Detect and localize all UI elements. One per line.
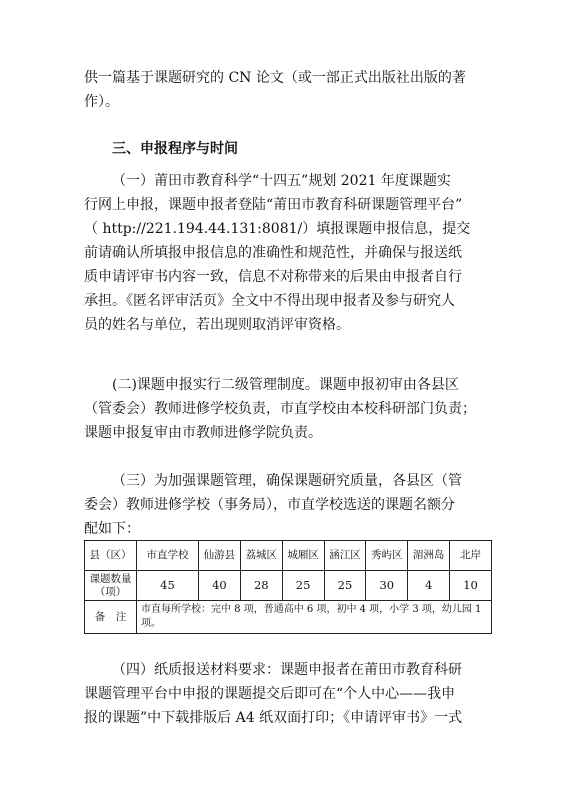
text-line: 配如下： — [84, 521, 140, 537]
text-line: 课题管理平台中申报的课题提交后即可在“个人中心——我申 — [84, 686, 456, 702]
text-line: （管委会）教师进修学校负责，市直学校由本校科研部门负责； — [84, 401, 476, 417]
text-line: 质申请评审书内容一致，信息不对称带来的后果由申报者自行 — [84, 269, 462, 285]
table-column-header: 仙游县 — [199, 541, 241, 571]
table-column-header: 荔城区 — [240, 541, 282, 571]
table-note-row — [85, 601, 492, 634]
quota-table — [84, 540, 492, 634]
table-cell: 25 — [282, 571, 324, 601]
table-note-text: 市直每所学校：完中 8 项，普通高中 6 项，初中 4 项，小学 3 项，幼儿园 1 项。 — [137, 601, 492, 634]
text-line: 前请确认所填报申报信息的准确性和规范性，并确保与报送纸 — [84, 245, 462, 261]
table-cell: 25 — [324, 571, 366, 601]
table-cell: 4 — [408, 571, 450, 601]
table-cell: 45 — [137, 571, 199, 601]
table-cell: 30 — [366, 571, 408, 601]
section-heading: 三、申报程序与时间 — [112, 141, 238, 157]
text-line: 承担。《匿名评审活页》全文中不得出现申报者及参与研究人 — [84, 293, 455, 309]
table-column-header: 秀屿区 — [366, 541, 408, 571]
intro-paragraph — [84, 66, 492, 114]
text-line: （四）纸质报送材料要求：课题申报者在莆田市教育科研 — [112, 662, 462, 678]
table-cell: 10 — [450, 571, 492, 601]
text-line: 作）。 — [84, 94, 119, 110]
text-line: 供一篇基于课题研究的 CN 论文（或一部正式出版社出版的著 — [84, 70, 466, 86]
text-line: 课题申报复审由市教师进修学院负责。 — [84, 425, 322, 441]
table-column-header: 湄洲岛 — [408, 541, 450, 571]
paragraph-3 — [84, 469, 492, 541]
table-column-header: 北岸 — [450, 541, 492, 571]
text-line: (二)课题申报实行二级管理制度。课题申报初审由各县区 — [112, 377, 459, 393]
table-header-row — [85, 541, 492, 571]
text-line: 行网上申报，课题申报者登陆“莆田市教育科研课题管理平台” — [84, 197, 463, 213]
text-line: 员的姓名与单位，若出现则取消评审资格。 — [84, 317, 350, 333]
table-column-header: 市直学校 — [137, 541, 199, 571]
table-row-label: 课题数量（项） — [85, 571, 137, 601]
paragraph-4 — [84, 658, 492, 730]
table-note-label: 备 注 — [85, 601, 137, 634]
table-row — [85, 571, 492, 601]
table-cell: 40 — [199, 571, 241, 601]
text-line: （ http://221.194.44.131:8081/）填报课题申报信息，提交 — [84, 221, 471, 237]
paragraph-1 — [84, 169, 492, 337]
text-line: （一）莆田市教育科学“十四五”规划 2021 年度课题实 — [112, 173, 451, 189]
paragraph-2 — [84, 373, 492, 445]
table-column-header: 涵江区 — [324, 541, 366, 571]
text-line: 委会）教师进修学校（事务局），市直学校选送的课题名额分 — [84, 497, 455, 513]
text-line: （三）为加强课题管理，确保课题研究质量，各县区（管 — [112, 473, 462, 489]
table-header-label: 县（区） — [85, 541, 137, 571]
text-line: 报的课题”中下载排版后 A4 纸双面打印；《申请评审书》一式 — [84, 710, 463, 726]
table-column-header: 城厢区 — [282, 541, 324, 571]
table-cell: 28 — [240, 571, 282, 601]
